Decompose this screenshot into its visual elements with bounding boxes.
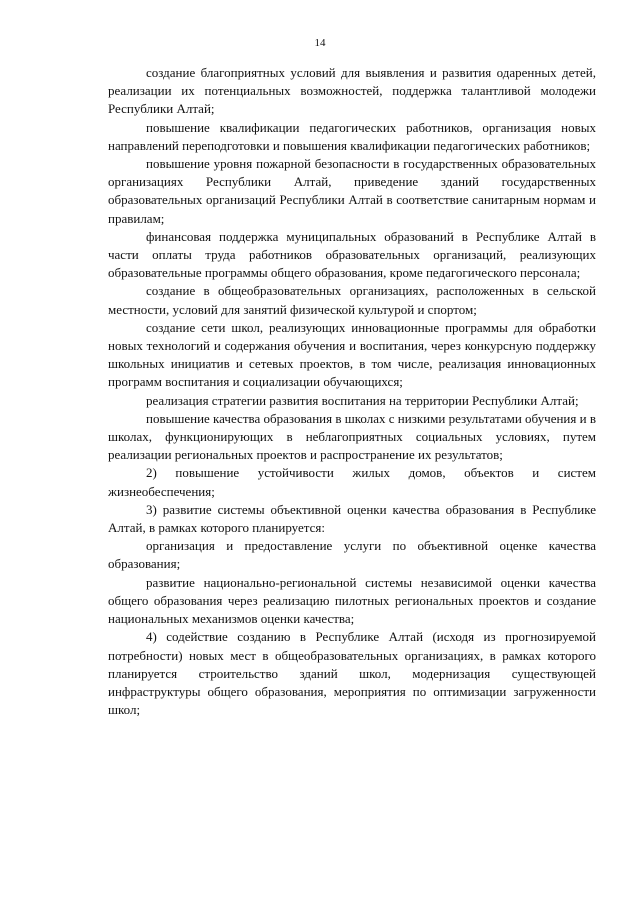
paragraph-assessment-service: организация и предоставление услуги по объективной оценке качества образования; bbox=[108, 538, 596, 572]
document-body bbox=[108, 64, 596, 719]
page-number: 14 bbox=[314, 37, 326, 49]
paragraph-teacher-qualification: повышение квалификации педагогических работников, организация новых направлений переподготовки и повышения квалификации педагогических работников; bbox=[108, 119, 596, 153]
paragraph-gifted-children: создание благоприятных условий для выявления и развития одаренных детей, реализации их потенциальных возможностей, поддержка талантливой молодежи Республики Алтай; bbox=[108, 65, 596, 117]
paragraph-rural-sports: создание в общеобразовательных организациях, расположенных в сельской местности, условий для занятий физической культурой и спортом; bbox=[108, 283, 596, 317]
paragraph-item-2: 2) повышение устойчивости жилых домов, объектов и систем жизнеобеспечения; bbox=[108, 465, 596, 499]
paragraph-low-results-schools: повышение качества образования в школах с низкими результатами обучения и в школах, функционирующих в неблагоприятных социальных условиях, путем реализации региональных проектов и распространение их результатов; bbox=[108, 410, 596, 463]
paragraph-item-3: 3) развитие системы объективной оценки качества образования в Республике Алтай, в рамках которого планируется: bbox=[108, 501, 596, 536]
paragraph-item-4: 4) содействие созданию в Республике Алтай (исходя из прогнозируемой потребности) новых мест в общеобразовательных организациях, в рамках которого планируется строительство зданий школ, модернизация существующей инфраструктуры общего образования, мероприятия по оптимизации загруженности школ; bbox=[108, 629, 596, 718]
paragraph-innovative-schools: создание сети школ, реализующих инновационные программы для обработки новых технологий и содержания обучения и воспитания, через конкурсную поддержку школьных инициатив и сетевых проектов, в том числе, реализация инновационных программ воспитания и социализации обучающихся; bbox=[108, 319, 596, 390]
paragraph-national-regional-system: развитие национально-региональной системы независимой оценки качества общего образования через реализацию пилотных региональных проектов и создание национальных механизмов оценки качества; bbox=[108, 574, 596, 627]
paragraph-fire-safety: повышение уровня пожарной безопасности в государственных образовательных организациях Республики Алтай, приведение зданий государственных образовательных организаций Республики Алтай в соответствие санитарным нормам и правилам; bbox=[108, 156, 596, 226]
paragraph-financial-support: финансовая поддержка муниципальных образований в Республике Алтай в части оплаты труда работников образовательных организаций, реализующих образовательные программы общего образования, кроме педагогического персонала; bbox=[108, 228, 596, 281]
paragraph-upbringing-strategy: реализация стратегии развития воспитания на территории Республики Алтай; bbox=[146, 392, 579, 408]
